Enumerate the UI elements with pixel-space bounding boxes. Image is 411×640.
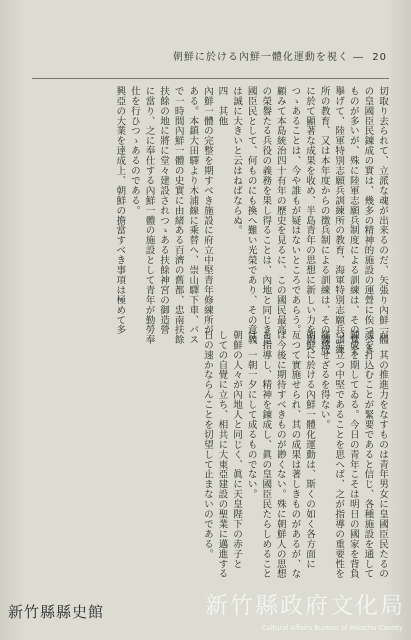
text-line: を指導し、精神を錬成し、眞の皇國臣民たらしめること — [260, 330, 272, 579]
text-line: 四 其他 — [216, 86, 228, 126]
text-line: ものが多いが、殊に陸軍志願兵制度による訓練は、その實を — [347, 86, 359, 355]
text-line: の榮譽たる兵役の義務を果し得ることは、內地と同じき皇 — [260, 86, 272, 345]
body-text-top — [112, 86, 389, 355]
text-line: 痛感せざるを得ない。 — [318, 330, 330, 430]
text-line: 朝鮮の人々が內地人と同じく、眞に天皇陛下の赤子と — [231, 330, 243, 569]
text-line: 國臣民として、何ものにも換へ難い光榮であり、その意義 — [245, 86, 257, 345]
text-line: 切取り去られて、立派な魂が出来るのだ、矢張り內鮮一體 — [377, 86, 388, 345]
text-line: 錬成を期してゐる。今日の青年こそは明日の國家を背負 — [347, 330, 359, 579]
text-line: 日の速かならんことを切望して止まないのである。 — [201, 330, 213, 559]
text-line: は誠に大きいと云はねばならぬ。 — [231, 86, 243, 236]
text-line: で一時間內鮮一體の史實に由緒ある百濟の舊都、忠南扶餘 — [172, 86, 184, 345]
text-line: しての自覺に立ち、相共に大東亞建設の聖業に邁進する — [216, 330, 228, 579]
header-dash: ― — [353, 52, 365, 63]
library-stamp: 新竹縣縣史館 — [8, 603, 105, 621]
body-text-bottom — [199, 330, 389, 579]
text-line: 魂を打込むことが緊要であると信じ、各種施設を通して — [362, 330, 374, 579]
page-number: 20 — [372, 52, 387, 63]
text-line: ある。本鎮大田驛より木浦線に乘替へ、崇山驛下車、バス — [187, 86, 199, 345]
text-line: 興亞の大業を達成上、朝鮮の擔當すべき事項は極めて多 — [114, 86, 126, 335]
text-line: 仕を行ひつゝあるのである。 — [128, 86, 140, 216]
text-line: に當り、之に奉仕する內鮮一體の施設として青年が勤勞奉 — [143, 86, 155, 345]
text-line: が、其の推進力をなすものは青年男女に皇國臣民たるの — [377, 330, 388, 579]
text-line: ほ今後に期待すべきものが尠くない。殊に朝鮮人の思想 — [274, 330, 286, 579]
text-line: つゝあることは、今や誰もが疑はないところであらう。 — [289, 86, 301, 335]
text-line: 內鮮一體の完整を期すべき施設に府立中堅青年修練所が — [201, 86, 213, 335]
text-line: 所の教育、又は本年度からの徴兵制による訓練は、その錬成 — [318, 86, 330, 355]
text-line: つて立つ中堅であることを思へば、之が指導の重要性を — [333, 330, 345, 579]
text-line: 亙つて實施せられ、其の成果は著しきものがあるが、な — [289, 330, 301, 579]
text-line: 擧げて、陸軍特別志願兵訓練所の教育、海軍特別志願兵訓練 — [333, 86, 345, 355]
watermark-subtitle: Cultural Affairs Bureau of Hsinchu County — [261, 624, 403, 632]
text-line: に於て顯著な成果を收め、半島青年の思想に新しい力を與へ — [304, 86, 316, 355]
running-title: 朝鮮に於ける內鮮一體化運動を視く — [172, 52, 349, 63]
text-line: 扶餘の地に將に堂々建設されつゝある扶餘神宮の御造營 — [158, 86, 170, 335]
header-rule — [32, 78, 389, 79]
text-line: の皇國臣民錬成の實は、幾多の精神的施設の運營に俟つべき — [362, 86, 374, 355]
text-line: は、一朝一夕にして成るものでない。 — [245, 330, 257, 500]
watermark: 新竹縣政府文化局 — [205, 593, 405, 619]
text-line: 顧みて本島統治四十有年の歷史を見るに、この國民最高 — [274, 86, 286, 335]
running-header — [173, 48, 387, 63]
text-line: 朝鮮に於ける內鮮一體化運動は、斯くの如く各方面に — [304, 330, 316, 569]
